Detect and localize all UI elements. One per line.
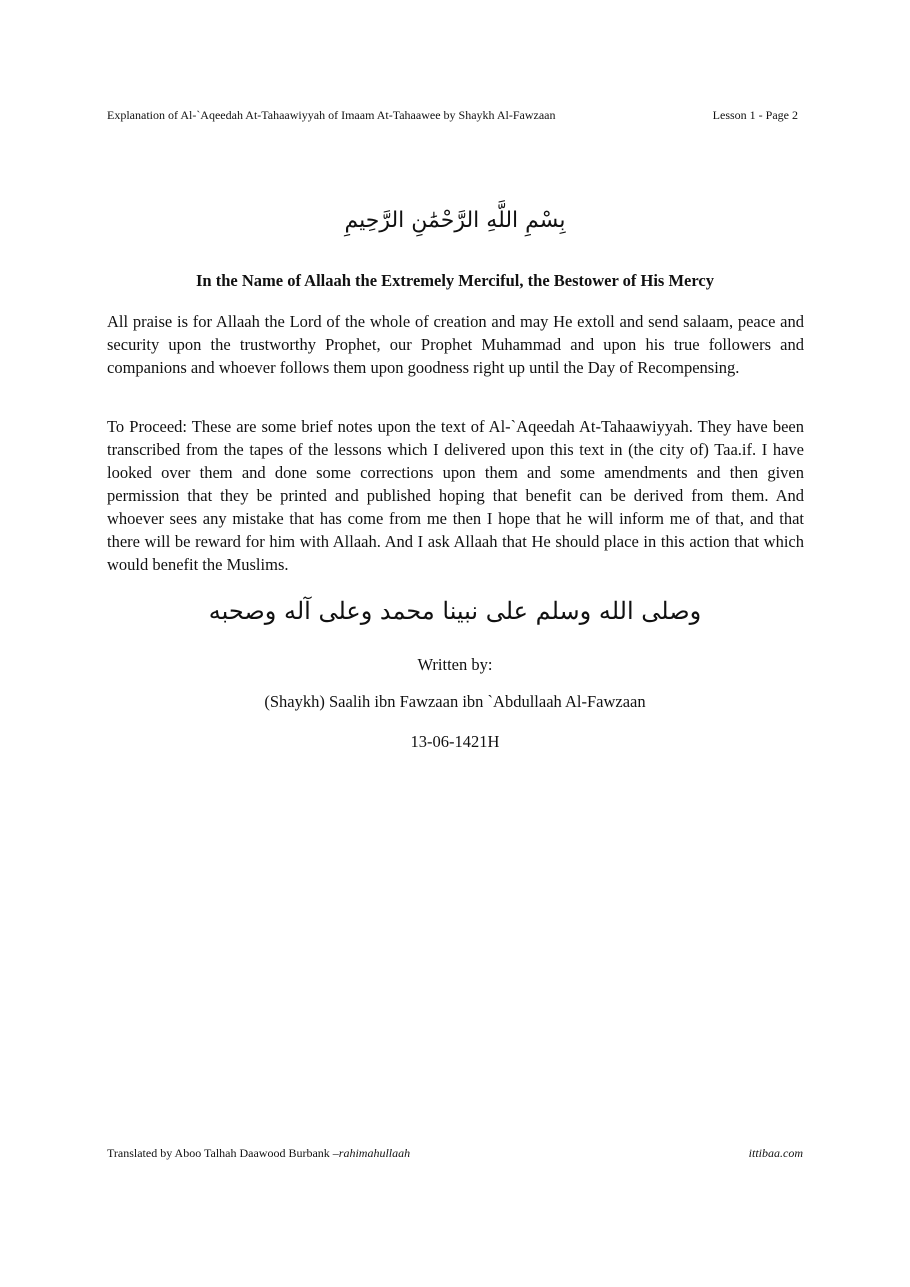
- arabic-salawat: وصلى الله وسلم على نبينا محمد وعلى آله وصحبه: [208, 597, 702, 625]
- running-header: [107, 108, 798, 123]
- written-by-label: Written by:: [417, 655, 493, 674]
- date-line: 13-06-1421H: [410, 732, 500, 751]
- footer-translator: [107, 1146, 410, 1161]
- footer-website: ittibaa.com: [748, 1146, 803, 1160]
- translator-credit: Translated by Aboo Talhah Daawood Burbank –: [107, 1146, 339, 1160]
- paragraph-praise: All praise is for Allaah the Lord of the whole of creation and may He extoll and send salaam, peace and security upon the trustworthy Prophet, our Prophet Muhammad and upon his true followers and companions and whoever follows them upon goodness right up until the Day of Recompensing.: [107, 312, 804, 377]
- header-page-label: Lesson 1 - Page 2: [712, 108, 798, 122]
- translator-honorific: rahimahullaah: [338, 1146, 411, 1160]
- author-name: (Shaykh) Saalih ibn Fawzaan ibn `Abdullaah Al-Fawzaan: [264, 692, 646, 711]
- basmalah-calligraphy: بِسْمِ اللَّهِ الرَّحْمَٰنِ الرَّحِيمِ: [344, 208, 566, 233]
- page-heading: In the Name of Allaah the Extremely Merciful, the Bestower of His Mercy: [196, 271, 714, 290]
- header-title: Explanation of Al-`Aqeedah At-Tahaawiyyah of Imaam At-Tahaawee by Shaykh Al-Fawzaan: [107, 108, 556, 122]
- running-footer: [107, 1146, 803, 1161]
- paragraph-to-proceed: To Proceed: These are some brief notes upon the text of Al-`Aqeedah At-Tahaawiyyah. They have been transcribed from the tapes of the lessons which I delivered upon this text in (the city of) Taa.if. I have looked over them and done some corrections upon them and some amendments and then given permission that they be printed and published hoping that benefit can be derived from them. And whoever sees any mistake that has come from me then I hope that he will inform me of that, and that there will be reward for him with Allaah. And I ask Allaah that He should place in this action that which would benefit the Muslims.: [107, 417, 804, 574]
